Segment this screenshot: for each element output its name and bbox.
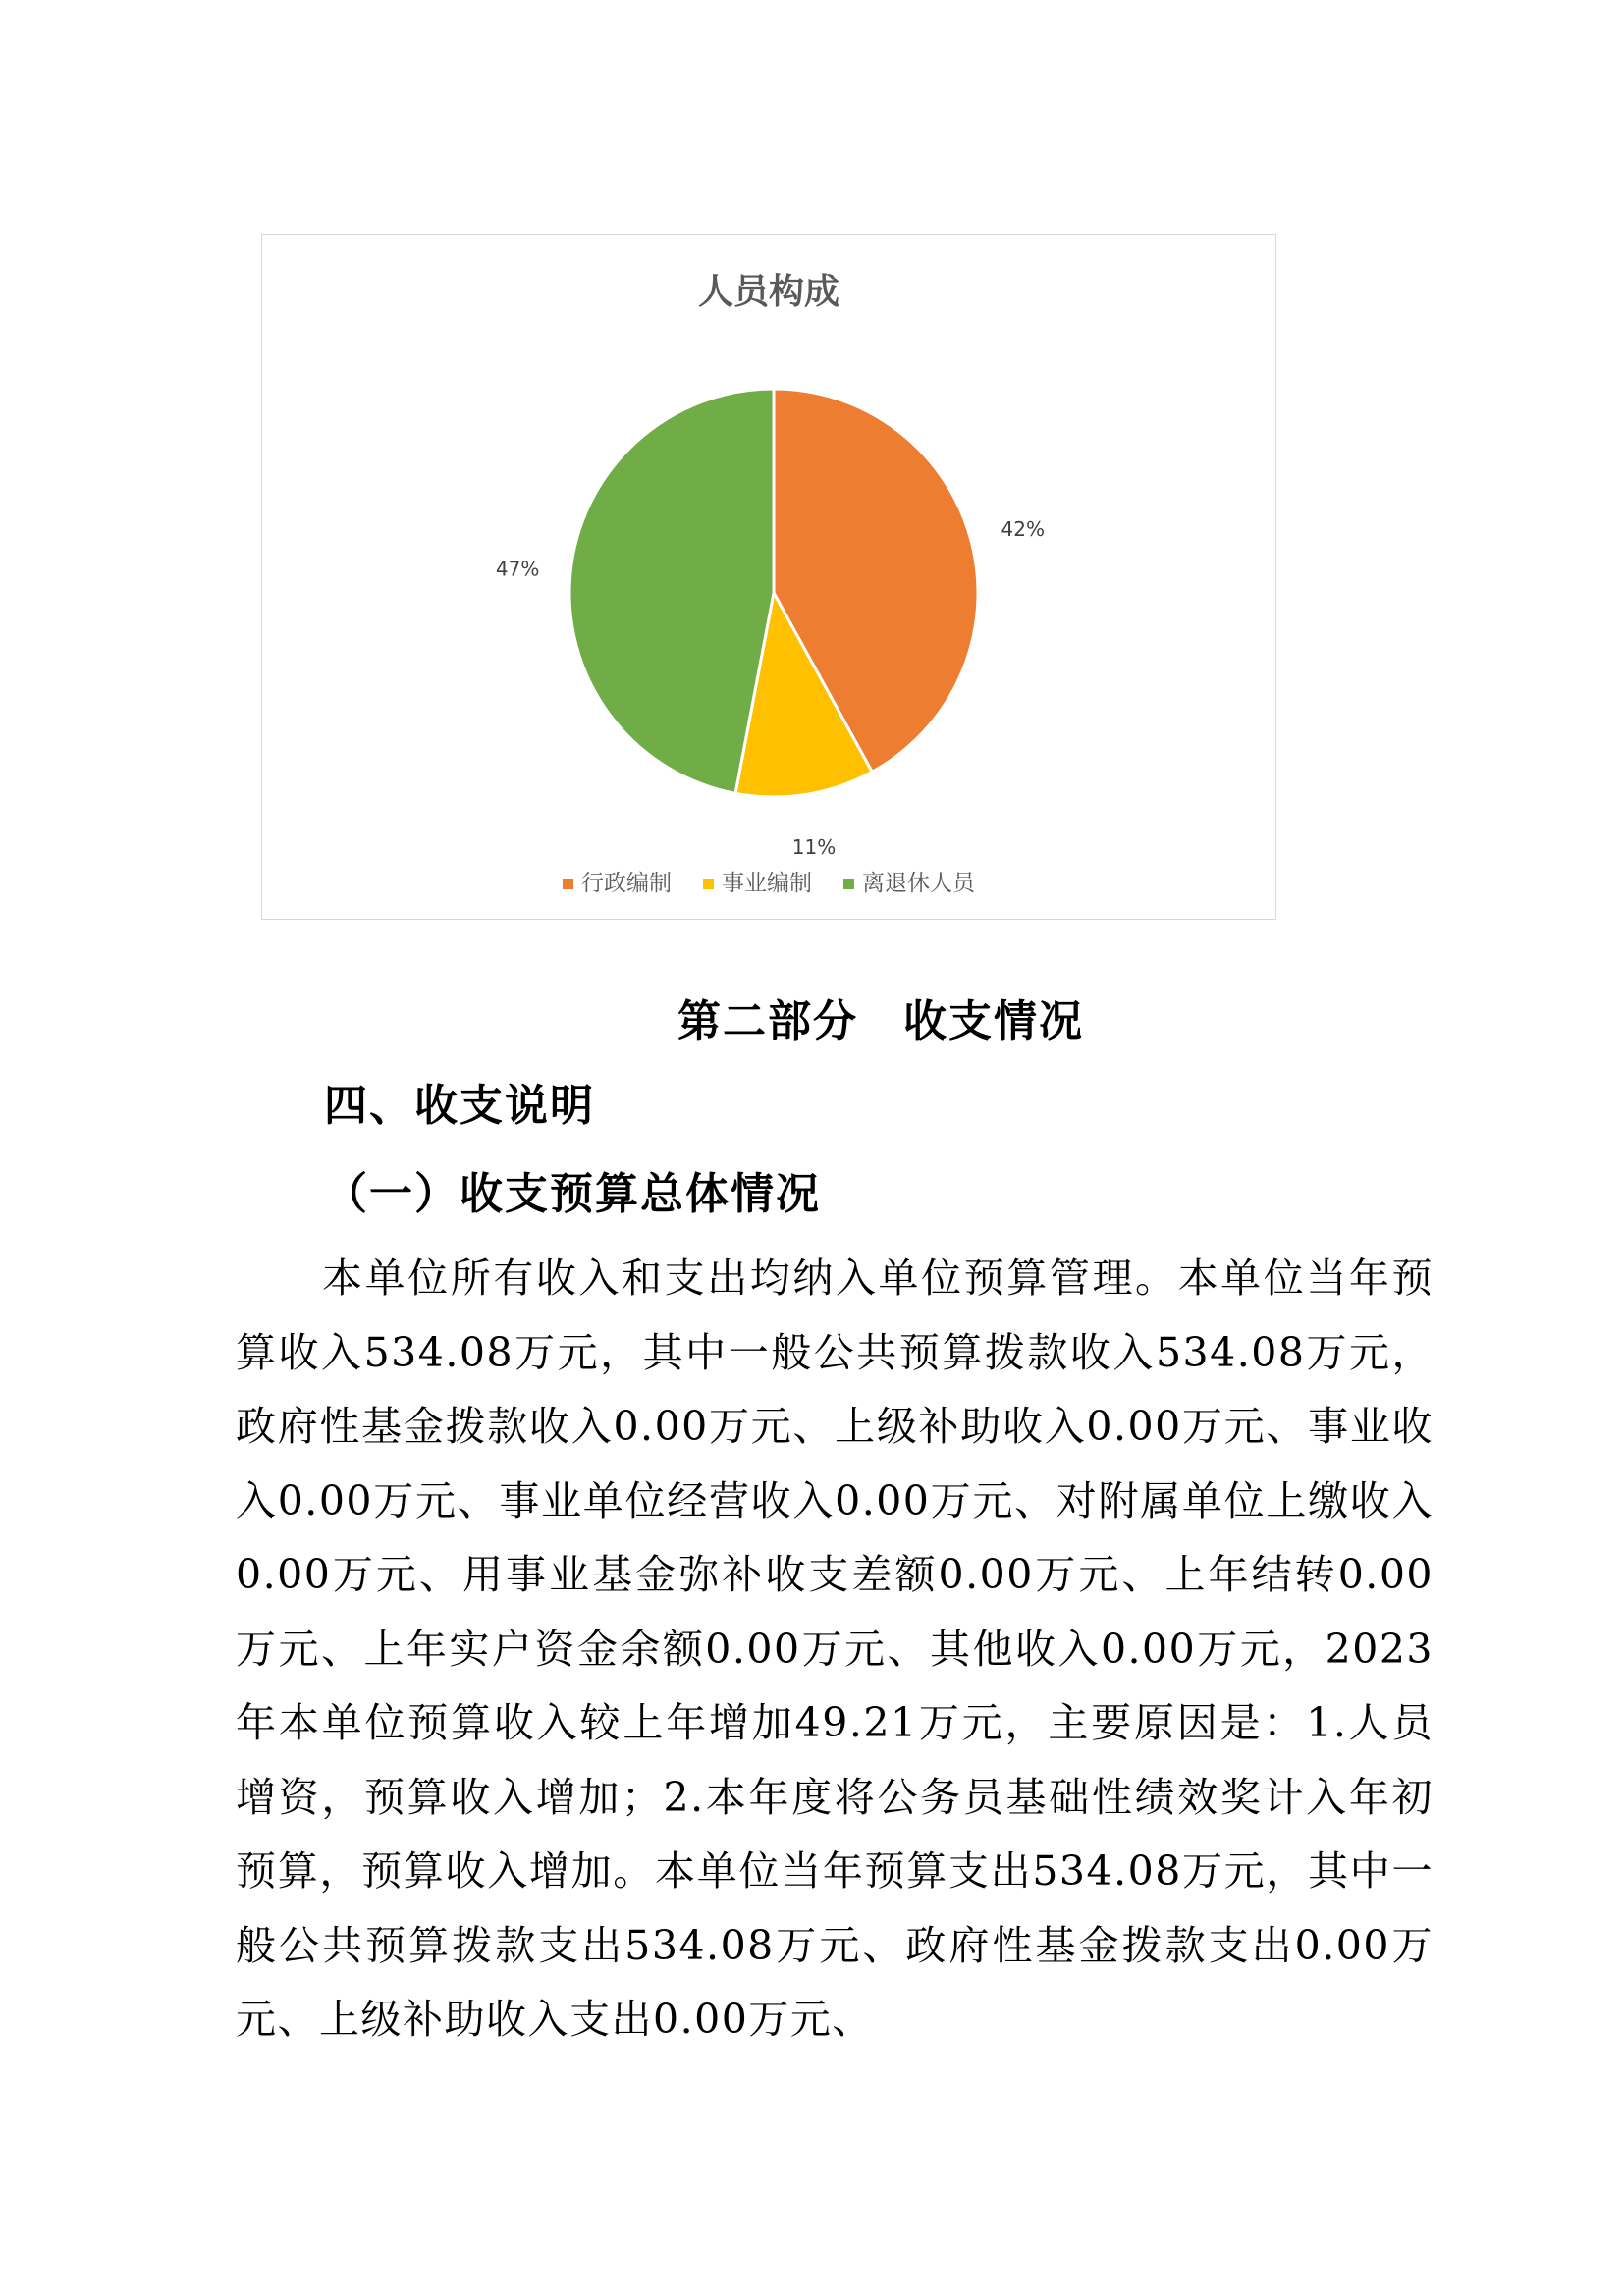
legend-item-2 — [703, 865, 812, 897]
subsection-title: （一）收支预算总体情况 — [324, 1169, 821, 1219]
legend-label: 行政编制 — [581, 871, 672, 896]
pie-chart — [261, 234, 1276, 920]
pie-slice-3 — [569, 389, 774, 793]
chart-legend — [262, 865, 1275, 897]
body-text — [236, 1242, 1434, 2057]
legend-label: 离退休人员 — [862, 871, 975, 896]
legend-swatch — [703, 879, 714, 889]
chart-title: 人员构成 — [697, 272, 839, 312]
legend-item-1 — [563, 865, 672, 897]
data-label-2: 11% — [791, 834, 837, 859]
legend-label: 事业编制 — [722, 871, 812, 896]
legend-swatch — [843, 879, 854, 889]
legend-swatch — [563, 879, 573, 889]
paragraph: 本单位所有收入和支出均纳入单位预算管理。本单位当年预算收入534.08万元，其中一般公共预算拨款收入534.08万元，政府性基金拨款收入0.00万元、上级补助收入0.00万元、事业收入0.00万元、事业单位经营收入0.00万元、对附属单位上缴收入0.00万元、用事业基金弥补收支差额0.00万元、上年结转0.00万元、上年实户资金余额0.00万元、其他收入0.00万元，2023年本单位预算收入较上年增加49.21万元，主要原因是：1.人员增资，预算收入增加；2.本年度将公务员基础性绩效奖计入年初预算，预算收入增加。本单位当年预算支出534.08万元，其中一般公共预算拨款支出534.08万元、政府性基金拨款支出0.00万元、上级补助收入支出0.00万元、 — [236, 1255, 1434, 2043]
pie-chart-svg — [262, 235, 1277, 921]
data-label-1: 42% — [1001, 516, 1045, 541]
data-label-3: 47% — [495, 557, 540, 581]
section-title: 四、收支说明 — [324, 1081, 595, 1131]
part-title: 第二部分 收支情况 — [677, 996, 1084, 1046]
legend-item-3 — [843, 865, 975, 897]
